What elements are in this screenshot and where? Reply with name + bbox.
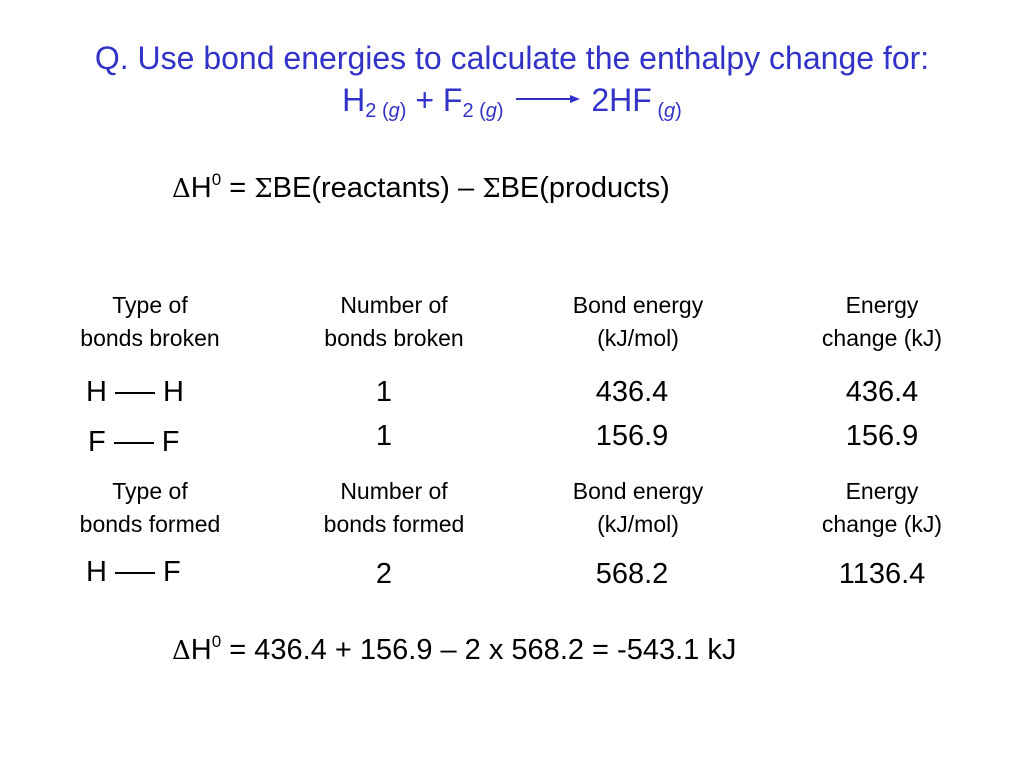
number-h-f: 2 bbox=[375, 558, 393, 590]
header-type-formed: Type of bonds formed bbox=[79, 478, 221, 537]
single-bond-line bbox=[115, 572, 155, 574]
header-bond-energy-broken: Bond energy (kJ/mol) bbox=[572, 292, 704, 351]
bond-energy-f-f: 156.9 bbox=[595, 420, 669, 452]
header-energy-change-broken: Energy change (kJ) bbox=[821, 292, 943, 351]
reaction-arrow-icon bbox=[512, 92, 582, 106]
number-f-f: 1 bbox=[375, 420, 393, 452]
product-hf: 2HF (g) bbox=[591, 82, 682, 122]
bond-energy-h-f: 568.2 bbox=[595, 558, 669, 590]
bond-f-f: F F bbox=[88, 426, 180, 458]
bond-h-f: H F bbox=[86, 556, 181, 588]
energy-change-h-f: 1136.4 bbox=[838, 558, 926, 590]
reaction-equation bbox=[0, 82, 1024, 122]
question-title: Q. Use bond energies to calculate the enthalpy change for: bbox=[94, 40, 930, 76]
header-number-broken: Number of bonds broken bbox=[324, 292, 464, 351]
reactant-h2: H2 (g) bbox=[342, 82, 407, 122]
header-number-formed: Number of bonds formed bbox=[323, 478, 465, 537]
enthalpy-result: $\Delta H^0 = 436.4 + 156.9 - 2$ x 568.2 = -543.1 kJ bbox=[172, 632, 737, 666]
energy-change-f-f: 156.9 bbox=[845, 420, 919, 452]
single-bond-line bbox=[114, 442, 154, 444]
reactant-f2: + F2 (g) bbox=[406, 82, 504, 122]
header-bond-energy-formed: Bond energy (kJ/mol) bbox=[572, 478, 704, 537]
header-type-broken: Type of bonds broken bbox=[80, 292, 220, 351]
number-h-h: 1 bbox=[375, 376, 393, 408]
single-bond-line bbox=[115, 392, 155, 394]
bond-energy-h-h: 436.4 bbox=[595, 376, 669, 408]
energy-change-h-h: 436.4 bbox=[845, 376, 919, 408]
bond-h-h: H H bbox=[86, 376, 184, 408]
header-energy-change-formed: Energy change (kJ) bbox=[821, 478, 943, 537]
enthalpy-formula: $\Delta H^0$ = ΣBE(reactants) – ΣBE(products) bbox=[172, 170, 670, 204]
